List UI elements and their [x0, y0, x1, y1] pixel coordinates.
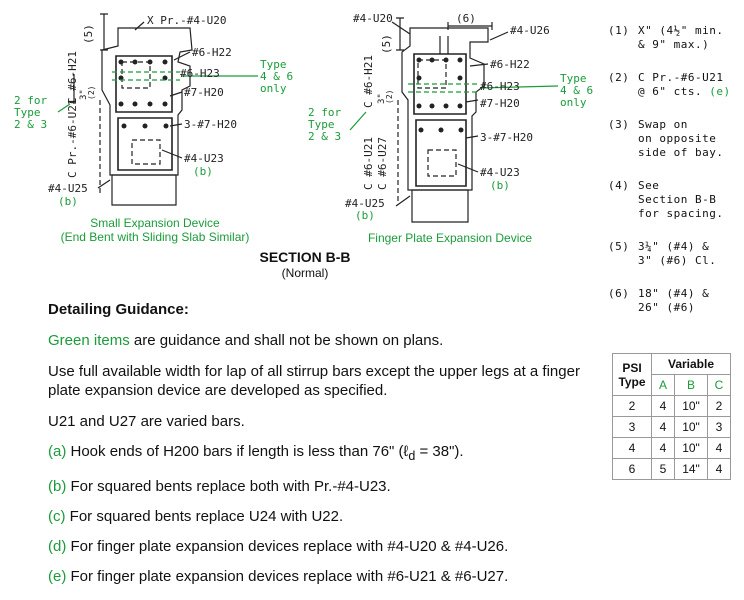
- right-label-u27: C #6-U27: [376, 137, 389, 190]
- right-dim-5: [396, 18, 404, 50]
- left-label-type46: Type 4 & 6 only: [260, 58, 294, 95]
- right-leader-u26: [490, 32, 508, 40]
- table-row: [613, 396, 731, 417]
- right-label-h23: #6-H23: [480, 80, 520, 93]
- guidance-item-c: [48, 507, 593, 526]
- col-b-header: B: [675, 375, 708, 396]
- note-text-main: C Pr.-#6-U21 @ 6" cts.: [638, 71, 724, 98]
- right-label-h21: C #6-H21: [362, 55, 375, 108]
- item-subscript: d: [408, 449, 416, 463]
- right-label-u26: #4-U26: [510, 24, 550, 37]
- cell-type: 2: [613, 396, 652, 417]
- note-2: [608, 71, 744, 99]
- right-label-dim6: (6): [456, 12, 476, 25]
- left-label-u25-b: (b): [58, 195, 78, 208]
- note-number: (5): [608, 240, 630, 253]
- left-label-u23-b: (b): [193, 165, 213, 178]
- item-tag: (b): [48, 478, 67, 495]
- left-label-dim3: 3": [79, 89, 89, 100]
- right-label-type23: 2 for Type 2 & 3: [308, 106, 342, 143]
- left-cap-outline: [112, 175, 176, 205]
- left-label-top: X Pr.-#4-U20: [147, 14, 227, 27]
- note-number: (1): [608, 24, 630, 37]
- left-leader-h22: [174, 52, 190, 60]
- right-label-dim3: 3": [377, 93, 387, 104]
- right-caption: Finger Plate Expansion Device: [367, 231, 533, 245]
- left-label-3h20: 3-#7-H20: [184, 118, 237, 131]
- right-label-u23: #4-U23: [480, 166, 520, 179]
- note-3: [608, 118, 744, 160]
- right-dashed-box-2: [428, 150, 456, 176]
- green-items-text: are guidance and shall not be shown on plans.: [129, 332, 444, 349]
- cell-c: 3: [708, 417, 731, 438]
- guidance-item-b: [48, 477, 593, 496]
- left-label-dim5: (5): [82, 24, 95, 44]
- table-row: [613, 459, 731, 480]
- left-label-h20: #7-H20: [184, 86, 224, 99]
- cell-a: 5: [652, 459, 675, 480]
- cell-b: 14": [675, 459, 708, 480]
- col-a-header: A: [652, 375, 675, 396]
- psi-label: PSI: [622, 360, 642, 375]
- item-text: Hook ends of H200 bars if length is less than 76" (ℓ: [66, 443, 409, 460]
- right-finger-plate: [440, 36, 448, 54]
- note-6: [608, 287, 744, 315]
- left-caption: [40, 216, 270, 244]
- item-text: For squared bents replace both with Pr.-#4-U23.: [66, 478, 391, 495]
- left-label-h21: C #6-H21: [66, 51, 79, 104]
- right-label-h22: #6-H22: [490, 58, 530, 71]
- variable-header: Variable: [652, 354, 731, 375]
- item-tag: (e): [48, 568, 67, 585]
- left-label-u25: #4-U25: [48, 182, 88, 195]
- item-tag: (d): [48, 538, 67, 555]
- psi-variable-table: [612, 353, 731, 480]
- item-tail: = 38").: [415, 443, 464, 460]
- right-leader-u20: [392, 22, 410, 34]
- left-label-u23: #4-U23: [184, 152, 224, 165]
- note-text: See Section B-B for spacing.: [638, 179, 724, 220]
- right-leader-u23: [458, 164, 478, 172]
- item-text: For finger plate expansion devices replace with #4-U20 & #4-U26.: [66, 538, 509, 555]
- col-c-header: C: [708, 375, 731, 396]
- right-label-u20: #4-U20: [353, 12, 393, 25]
- left-label-h22: #6-H22: [192, 46, 232, 59]
- note-4: [608, 179, 744, 221]
- note-text: 3¼" (#4) & 3" (#6) Cl.: [638, 240, 717, 267]
- section-drawings: [0, 0, 600, 250]
- guidance-lap-note: Use full available width for lap of all stirrup bars except the upper legs at a finger plate expansion device are developed as specified.: [48, 363, 580, 399]
- left-label-u21: C Pr.-#6-U21: [66, 98, 79, 178]
- section-subtitle: (Normal): [281, 266, 329, 280]
- right-label-h20: #7-H20: [480, 97, 520, 110]
- guidance-green-note: [48, 331, 593, 350]
- note-text: 18" (#4) & 26" (#6): [638, 287, 710, 314]
- note-text: [638, 71, 731, 99]
- note-text: Swap on on opposite side of bay.: [638, 118, 724, 159]
- right-label-3h20: 3-#7-H20: [480, 131, 533, 144]
- right-label-dim3-note: (2): [385, 89, 394, 104]
- left-caption-line1: Small Expansion Device: [90, 216, 220, 230]
- cell-b: 10": [675, 417, 708, 438]
- right-deck-outline: [402, 28, 488, 190]
- item-tag: (a): [48, 443, 67, 460]
- guidance-varied-note: U21 and U27 are varied bars.: [48, 413, 245, 430]
- detailing-guidance: [48, 300, 593, 597]
- green-items-label: Green items: [48, 332, 130, 349]
- cell-a: 4: [652, 396, 675, 417]
- left-label-dim3-note: (2): [87, 85, 96, 100]
- guidance-item-a: [48, 442, 593, 466]
- cell-b: 10": [675, 438, 708, 459]
- cell-a: 4: [652, 417, 675, 438]
- right-label-dim5: (5): [380, 34, 393, 54]
- table-row: [613, 438, 731, 459]
- note-5: [608, 240, 744, 268]
- cell-c: 2: [708, 396, 731, 417]
- left-dashed-box-1: [122, 62, 150, 88]
- left-leader-top: [135, 22, 144, 30]
- section-title: SECTION B-B: [259, 249, 351, 265]
- right-label-type46: Type 4 & 6 only: [560, 72, 594, 109]
- right-type23-leader: [350, 112, 366, 130]
- left-dashed-box-2: [132, 140, 160, 164]
- note-1: [608, 24, 744, 52]
- right-label-u25-b: (b): [355, 209, 375, 222]
- note-number: (3): [608, 118, 630, 131]
- notes-list: [608, 24, 744, 334]
- note-text: X" (4½" min. & 9" max.): [638, 24, 724, 51]
- left-caption-line2: (End Bent with Sliding Slab Similar): [60, 230, 250, 244]
- cell-c: 4: [708, 438, 731, 459]
- right-label-u21: C #6-U21: [362, 137, 375, 190]
- right-label-u25: #4-U25: [345, 197, 385, 210]
- cell-c: 4: [708, 459, 731, 480]
- table-row: [613, 417, 731, 438]
- item-tag: (c): [48, 508, 66, 525]
- right-cap-outline: [412, 190, 468, 222]
- guidance-item-d: [48, 537, 593, 556]
- note-number: (4): [608, 179, 630, 192]
- right-leader-h22: [470, 64, 488, 66]
- cell-type: 3: [613, 417, 652, 438]
- cell-a: 4: [652, 438, 675, 459]
- right-label-u23-b: (b): [490, 179, 510, 192]
- item-text: For finger plate expansion devices replace with #6-U21 & #6-U27.: [66, 568, 509, 585]
- left-label-h23: #6-H23: [180, 67, 220, 80]
- right-rebar-dots: [417, 58, 464, 133]
- note-tag: (e): [709, 85, 731, 98]
- left-dim-5: [100, 14, 108, 50]
- cell-type: 4: [613, 438, 652, 459]
- type-label: Type: [618, 374, 646, 389]
- note-number: (6): [608, 287, 630, 300]
- guidance-title: Detailing Guidance:: [48, 301, 189, 318]
- guidance-item-e: [48, 567, 593, 586]
- left-label-type23: 2 for Type 2 & 3: [14, 94, 48, 131]
- table-header-row: [613, 354, 731, 375]
- cell-b: 10": [675, 396, 708, 417]
- item-text: For squared bents replace U24 with U22.: [65, 508, 344, 525]
- note-number: (2): [608, 71, 630, 84]
- psi-type-header: [613, 354, 652, 396]
- cell-type: 6: [613, 459, 652, 480]
